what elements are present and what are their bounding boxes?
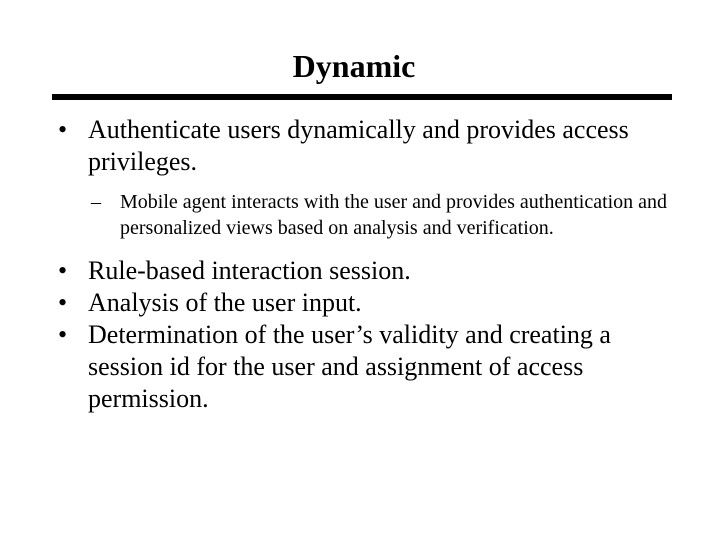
bullet-item [58, 319, 678, 415]
slide-body [58, 114, 678, 415]
bullet-marker: • [58, 288, 68, 317]
bullet-marker: • [58, 320, 68, 349]
bullet-marker: • [58, 115, 68, 144]
bullet-item [58, 255, 678, 287]
slide-title: Dynamic [292, 48, 416, 84]
sub-bullet-item [58, 189, 678, 241]
bullet-marker: • [58, 256, 68, 285]
title-divider [52, 94, 672, 100]
bullet-item [58, 287, 678, 319]
sub-bullet-marker: – [91, 191, 101, 213]
bullet-text: Authenticate users dynamically and provides access privileges. [88, 115, 629, 176]
bullet-text: Analysis of the user input. [88, 288, 362, 317]
sub-bullet-text: Mobile agent interacts with the user and provides authentication and personalized views based on analysis and verification. [120, 191, 668, 239]
bullet-text: Rule-based interaction session. [88, 256, 411, 285]
bullet-text: Determination of the user’s validity and creating a session id for the user and assignment of access permission. [88, 320, 611, 413]
bullet-item [58, 114, 678, 178]
